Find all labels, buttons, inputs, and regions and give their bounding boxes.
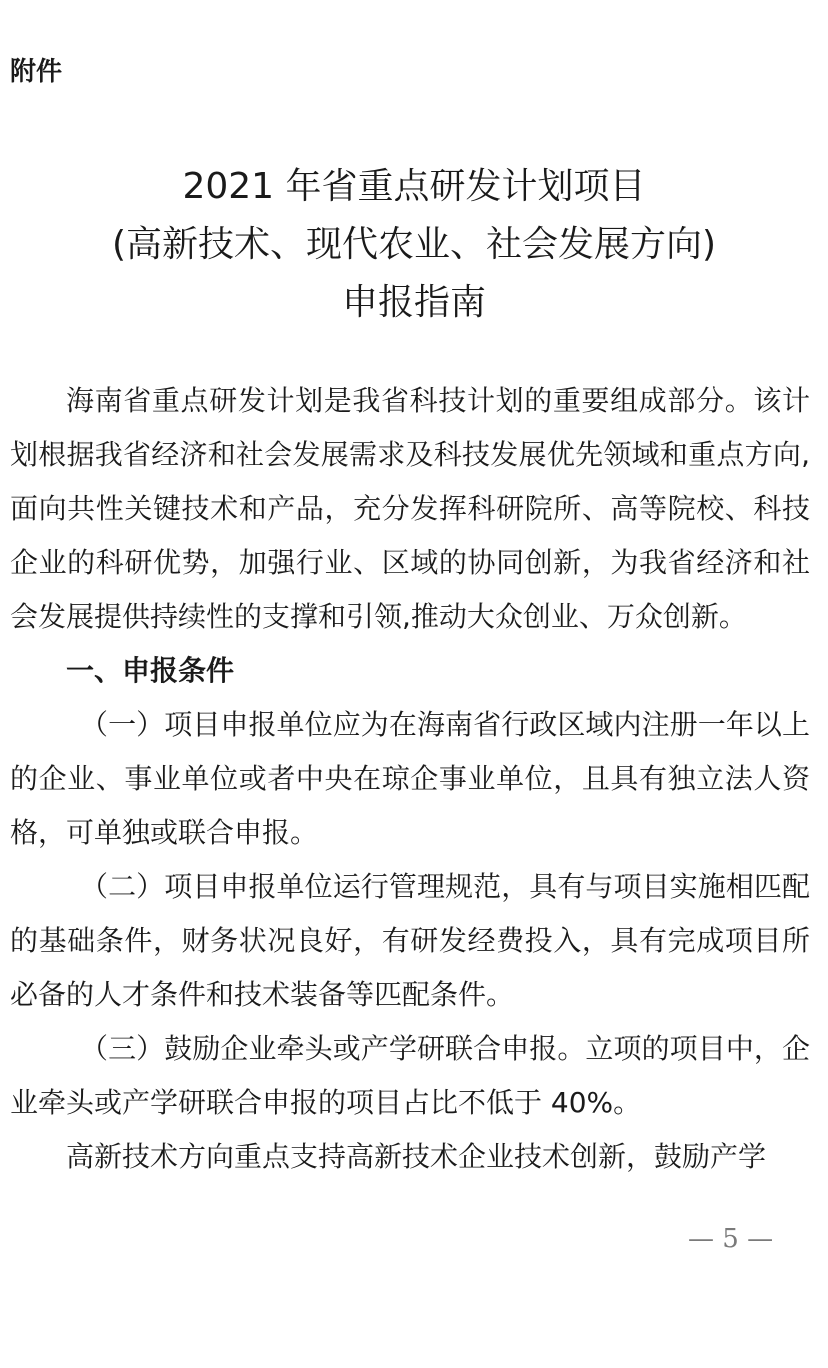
section-heading-application-conditions: 一、申报条件 (66, 654, 235, 687)
title-line-3: 申报指南 (341, 282, 486, 323)
condition-item-2: （二）项目申报单位运行管理规范，具有与项目实施相匹配的基础条件，财务状况良好，有研发经费投入，具有完成项目所必备的人才条件和技术装备等匹配条件。 (10, 870, 810, 1011)
attachment-label: 附件 (10, 57, 63, 87)
document-body (10, 374, 810, 1184)
page-number: — 5 — (688, 1224, 774, 1254)
tail-paragraph: 高新技术方向重点支持高新技术企业技术创新，鼓励产学 (66, 1140, 767, 1173)
condition-item-3: （三）鼓励企业牵头或产学研联合申报。立项的项目中，企业牵头或产学研联合申报的项目占比不低于 40%。 (10, 1032, 810, 1119)
document-title (0, 158, 828, 332)
title-line-2: (高新技术、现代农业、社会发展方向) (111, 224, 717, 265)
condition-item-1: （一）项目申报单位应为在海南省行政区域内注册一年以上的企业、事业单位或者中央在琼企事业单位，且具有独立法人资格，可单独或联合申报。 (10, 708, 810, 849)
intro-paragraph: 海南省重点研发计划是我省科技计划的重要组成部分。该计划根据我省经济和社会发展需求及科技发展优先领域和重点方向,面向共性关键技术和产品，充分发挥科研院所、高等院校、科技企业的科研优势，加强行业、区域的协同创新，为我省经济和社会发展提供持续性的支撑和引领,推动大众创业、万众创新。 (10, 384, 810, 633)
title-line-1: 2021 年省重点研发计划项目 (182, 166, 646, 207)
